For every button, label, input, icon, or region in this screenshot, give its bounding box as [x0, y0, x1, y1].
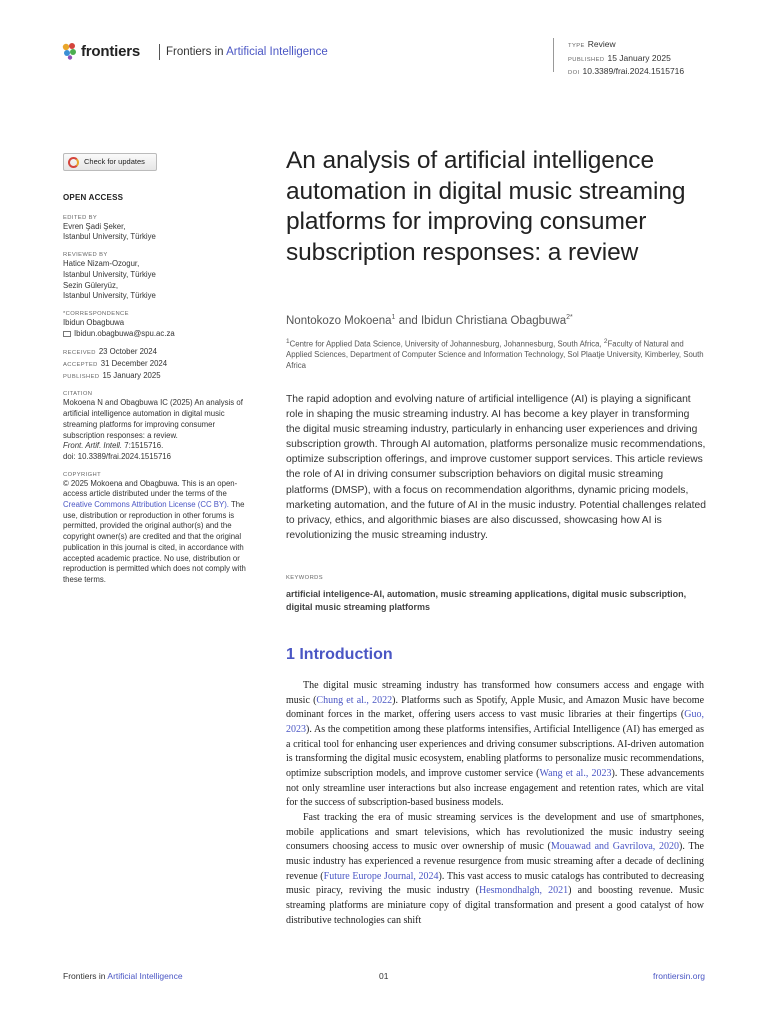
reviewer-affiliation: Istanbul University, Türkiye [63, 269, 156, 279]
page-header [62, 38, 712, 78]
citation-link[interactable]: Wang et al., 2023 [539, 767, 612, 779]
copyright-terms: The use, distribution or reproduction in other forums is permitted, provided the original author(s) and the copyright owner(s) are credited and that the original publication in this journal is cited, in accordance with accepted academic practice. No use, distribution or reproduction is permitted which does not comply with these terms. [63, 500, 246, 584]
citation-block [63, 398, 253, 462]
affil-sup: 1 [286, 338, 290, 345]
body-text: ). These advancements not only streamline user interactions but also increase engagement and retention rates, which are vital for the success of subscription-based business models. [286, 767, 705, 809]
citation-link[interactable]: Future Europe Journal, 2024 [323, 870, 439, 882]
correspondence-email[interactable] [63, 329, 253, 340]
published-label: PUBLISHED [568, 56, 605, 63]
published-label: PUBLISHED [63, 373, 100, 380]
footer-journal-name: Artificial Intelligence [107, 971, 183, 981]
citation-text: Mokoena N and Obagbuwa IC (2025) An analysis of artificial intelligence automation in digital music streaming platforms for improving consumer subscription responses: a review. [63, 398, 243, 440]
reviewer-name: Sezin Güleryüz, [63, 280, 119, 290]
meta-divider [553, 38, 554, 72]
received-label: RECEIVED [63, 350, 96, 357]
citation-link[interactable]: Hesmondhalgh, 2021 [478, 885, 569, 897]
reviewer-affiliation: Istanbul University, Türkiye [63, 291, 156, 301]
paragraph [286, 679, 704, 811]
affiliation: Faculty of Natural and Applied Sciences, Department of Computer Science and Information Technology, Sol Plaatje University, Kimberley, South Africa [286, 339, 704, 370]
affil-sup: 2 [603, 338, 608, 345]
keywords-label: KEYWORDS [286, 575, 324, 581]
email-text: Ibidun.obagbuwa@spu.ac.za [74, 328, 175, 338]
page-number: 01 [379, 971, 389, 981]
email-icon [63, 331, 71, 337]
body-text: ). Platforms such as Spotify, Apple Music, and Amazon Music have become dominant forces in the market, offering users access to vast music libraries at their fingertips ( [286, 694, 705, 721]
footer-site-link[interactable]: frontiersin.org [653, 971, 705, 981]
author-name[interactable]: Ibidun Christiana Obagbuwa [420, 314, 567, 327]
brand-name: frontiers [81, 42, 141, 60]
journal-prefix: Frontiers in [166, 46, 224, 58]
dates [63, 347, 253, 382]
reviewer-name: Hatice Nizam-Ozogur, [63, 259, 140, 269]
published-value: 15 January 2025 [607, 52, 671, 63]
author-sup: 2* [566, 314, 573, 321]
copyright-block [63, 479, 253, 586]
citation-link[interactable]: Mouawad and Gavrilova, 2020 [550, 841, 680, 853]
body-text: ). This vast access to music catalogs has contributed to decreasing music piracy, reviving the music industry ( [286, 870, 704, 897]
frontiers-logo[interactable] [62, 42, 140, 60]
open-access-label: OPEN ACCESS [63, 193, 124, 202]
body-text: ) and boosting revenue. Music streaming platforms are miniature copy of digital transformation and present a good catalyst of how distributive technologies can shift [286, 885, 704, 926]
citation-journal: Front. Artif. Intell. [63, 441, 123, 451]
footer-journal-prefix: Frontiers in [63, 971, 106, 981]
citation-volume: 7:1515716. [124, 441, 164, 451]
author-name[interactable]: Nontokozo Mokoena [286, 314, 392, 327]
published-date: 15 January 2025 [102, 370, 161, 380]
type-value: Review [587, 39, 616, 49]
author-sup: 1 [391, 314, 396, 321]
doi-value[interactable]: 10.3389/frai.2024.1515716 [582, 66, 685, 76]
affiliation: Centre for Applied Data Science, University of Johannesburg, Johannesburg, South Africa, [289, 339, 602, 349]
edited-by-label: EDITED BY [63, 214, 98, 221]
author-conjunction: and [398, 314, 418, 327]
reviewed-by-label: REVIEWED BY [63, 252, 108, 259]
citation-doi[interactable]: doi: 10.3389/frai.2024.1515716 [63, 451, 171, 461]
body-text: The digital music streaming industry has transformed how consumers access and engage with music ( [286, 680, 704, 706]
check-updates-label: Check for updates [84, 156, 145, 166]
body-text: Fast tracking the era of music streaming services is the development and use of smartphones, mobile applications and smart televisions, which has revolutionized the music industry seeing consumers choosing access to music over ownership of music ( [286, 811, 704, 853]
body-text: ). The music industry has experienced a revenue resurgence from music streaming after a decade of declining revenue ( [286, 841, 704, 882]
editor-name: Evren Şadi Şeker, [63, 221, 126, 231]
sidebar [63, 153, 253, 586]
section-heading: 1 Introduction [286, 646, 393, 663]
journal-name[interactable] [166, 46, 328, 58]
copyright-text: © 2025 Mokoena and Obagbuwa. This is an open-access article distributed under the terms of the [63, 478, 238, 499]
doi-label: DOI [568, 70, 580, 76]
article-body [286, 679, 704, 928]
paragraph [286, 811, 704, 928]
keywords: artificial inteligence-AI, automation, music streaming applications, digital music subscription, digital music streaming platforms [286, 589, 687, 612]
citation-label: CITATION [63, 391, 93, 398]
citation-link[interactable]: Guo, 2023 [286, 709, 704, 735]
correspondence-label: *CORRESPONDENCE [63, 310, 129, 317]
refresh-icon [68, 157, 79, 168]
frontiers-logo-icon [62, 42, 78, 60]
check-updates-button[interactable] [63, 153, 157, 171]
type-label: TYPE [568, 43, 585, 49]
editor-affiliation: Istanbul University, Türkiye [63, 232, 156, 242]
journal-title: Artificial Intelligence [226, 46, 328, 58]
accepted-date: 31 December 2024 [100, 359, 168, 369]
citation-link[interactable]: Chung et al., 2022 [316, 694, 393, 706]
accepted-label: ACCEPTED [63, 362, 98, 369]
authors [286, 314, 573, 327]
header-divider [159, 44, 160, 60]
body-text: ). As the competition among these platforms intensifies, Artificial Intelligence (AI) has emerged as a critical tool for enhancing user experiences and driving consumer subscriptions. AI-driven automation is transforming the digital music ecosystem, enabling platforms to personalize music recommendations, optimize subscription models, and improve customer service ( [286, 723, 704, 779]
copyright-label: COPYRIGHT [63, 471, 102, 478]
article-meta [568, 39, 684, 80]
footer-journal[interactable] [63, 971, 183, 981]
affiliations [286, 337, 706, 371]
license-link[interactable]: Creative Commons Attribution License (CC BY). [63, 500, 229, 510]
correspondence-name: Ibidun Obagbuwa [63, 317, 125, 327]
received-date: 23 October 2024 [98, 347, 157, 357]
article-title: An analysis of artificial intelligence automation in digital music streaming platforms for improving consumer subscription responses: a review [286, 147, 686, 266]
abstract: The rapid adoption and evolving nature of artificial intelligence (AI) is playing a significant role in shaping the music streaming industry. AI has become a key player in transforming the digital music streaming industry, particularly in enhancing user experiences and driving subscription growth. Through AI automation, platforms personalize music recommendations, optimize subscription offerings, and improve customer support services. This article reviews the role of AI in driving consumer subscription behaviors on digital music streaming platforms (DMSP), with a focus on recommendation algorithms, dynamic pricing models, marketing automation, and the future of AI in the music industry. Potential challenges related to privacy, ethics, and algorithmic biases are also discussed, showcasing how AI is revolutionizing the music streaming industry. [286, 394, 706, 541]
